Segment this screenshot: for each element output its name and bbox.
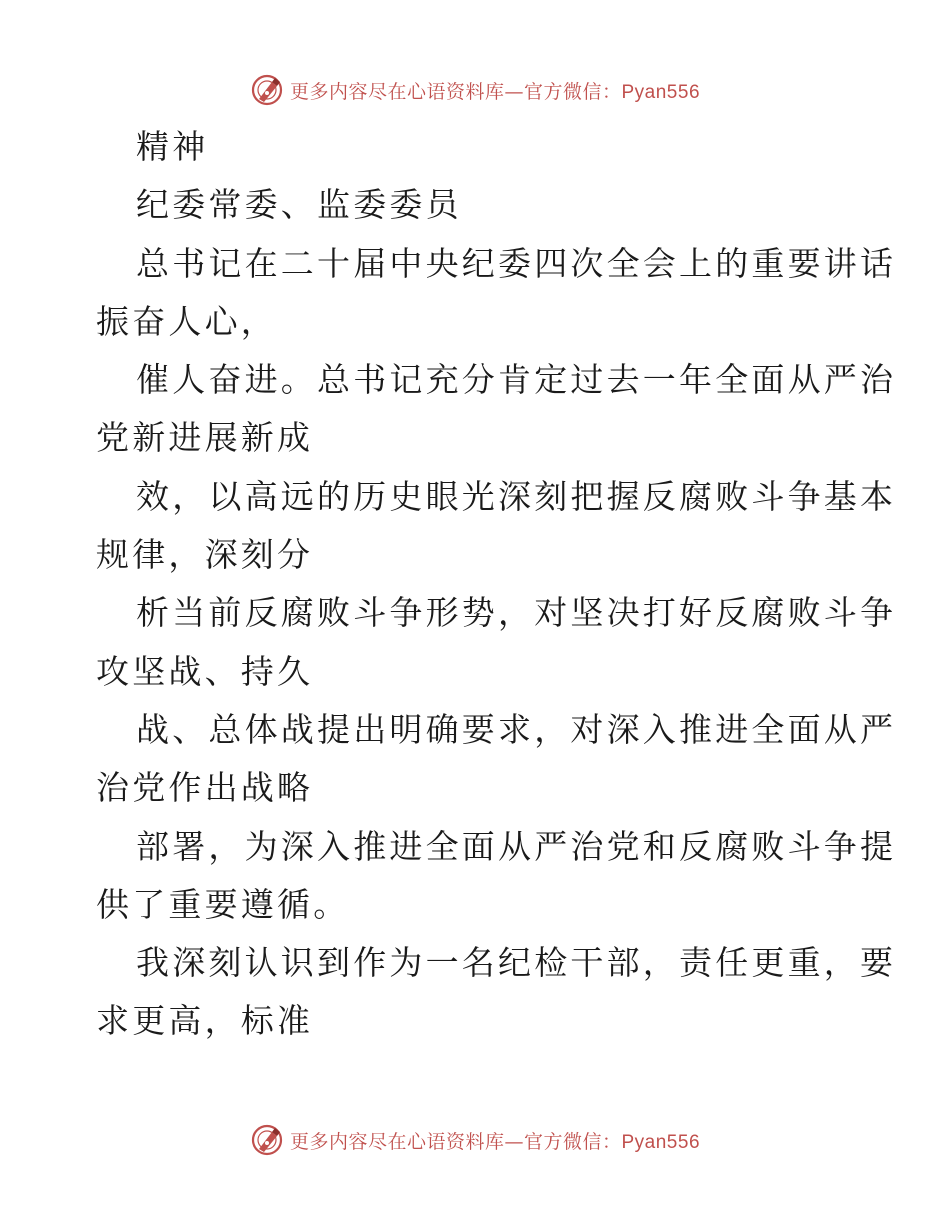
body-line: 析当前反腐败斗争形势，对坚决打好反腐败斗争 [136, 593, 897, 633]
header-site-text: 更多内容尽在心语资料库— [289, 80, 524, 103]
body-line: 精神 [136, 127, 209, 166]
footer-banner [0, 1120, 950, 1160]
body-line: 规律，深刻分 [96, 535, 314, 575]
pen-nib-circle-icon [250, 73, 284, 107]
body-line: 供了重要遵循。 [96, 884, 350, 924]
body-line: 攻坚战、持久 [96, 651, 314, 691]
body-line: 党新进展新成 [96, 418, 314, 458]
body-line: 效，以高远的历史眼光深刻把握反腐败斗争基本 [136, 476, 897, 516]
body-line: 部署，为深入推进全面从严治党和反腐败斗争提 [136, 826, 897, 866]
header-banner [0, 70, 950, 110]
body-line: 战、总体战提出明确要求，对深入推进全面从严 [136, 709, 897, 749]
body-line: 振奋人心， [96, 301, 277, 341]
body-line: 治党作出战略 [96, 768, 314, 808]
body-line: 我深刻认识到作为一名纪检干部，责任更重，要 [136, 943, 897, 983]
body-line: 催人奋进。总书记充分肯定过去一年全面从严治 [136, 360, 897, 400]
header-text [290, 77, 700, 104]
header-wechat-text: 官方微信：Pyan556 [524, 81, 701, 103]
pen-nib-circle-icon [250, 1123, 284, 1157]
body-line: 总书记在二十届中央纪委四次全会上的重要讲话 [136, 243, 897, 283]
document-body [96, 118, 897, 1051]
body-line: 纪委常委、监委委员 [136, 185, 462, 225]
body-line: 求更高，标准 [96, 1001, 314, 1041]
footer-wechat-text: 官方微信：Pyan556 [524, 1131, 701, 1153]
footer-text [290, 1127, 700, 1154]
footer-site-text: 更多内容尽在心语资料库— [289, 1130, 524, 1153]
